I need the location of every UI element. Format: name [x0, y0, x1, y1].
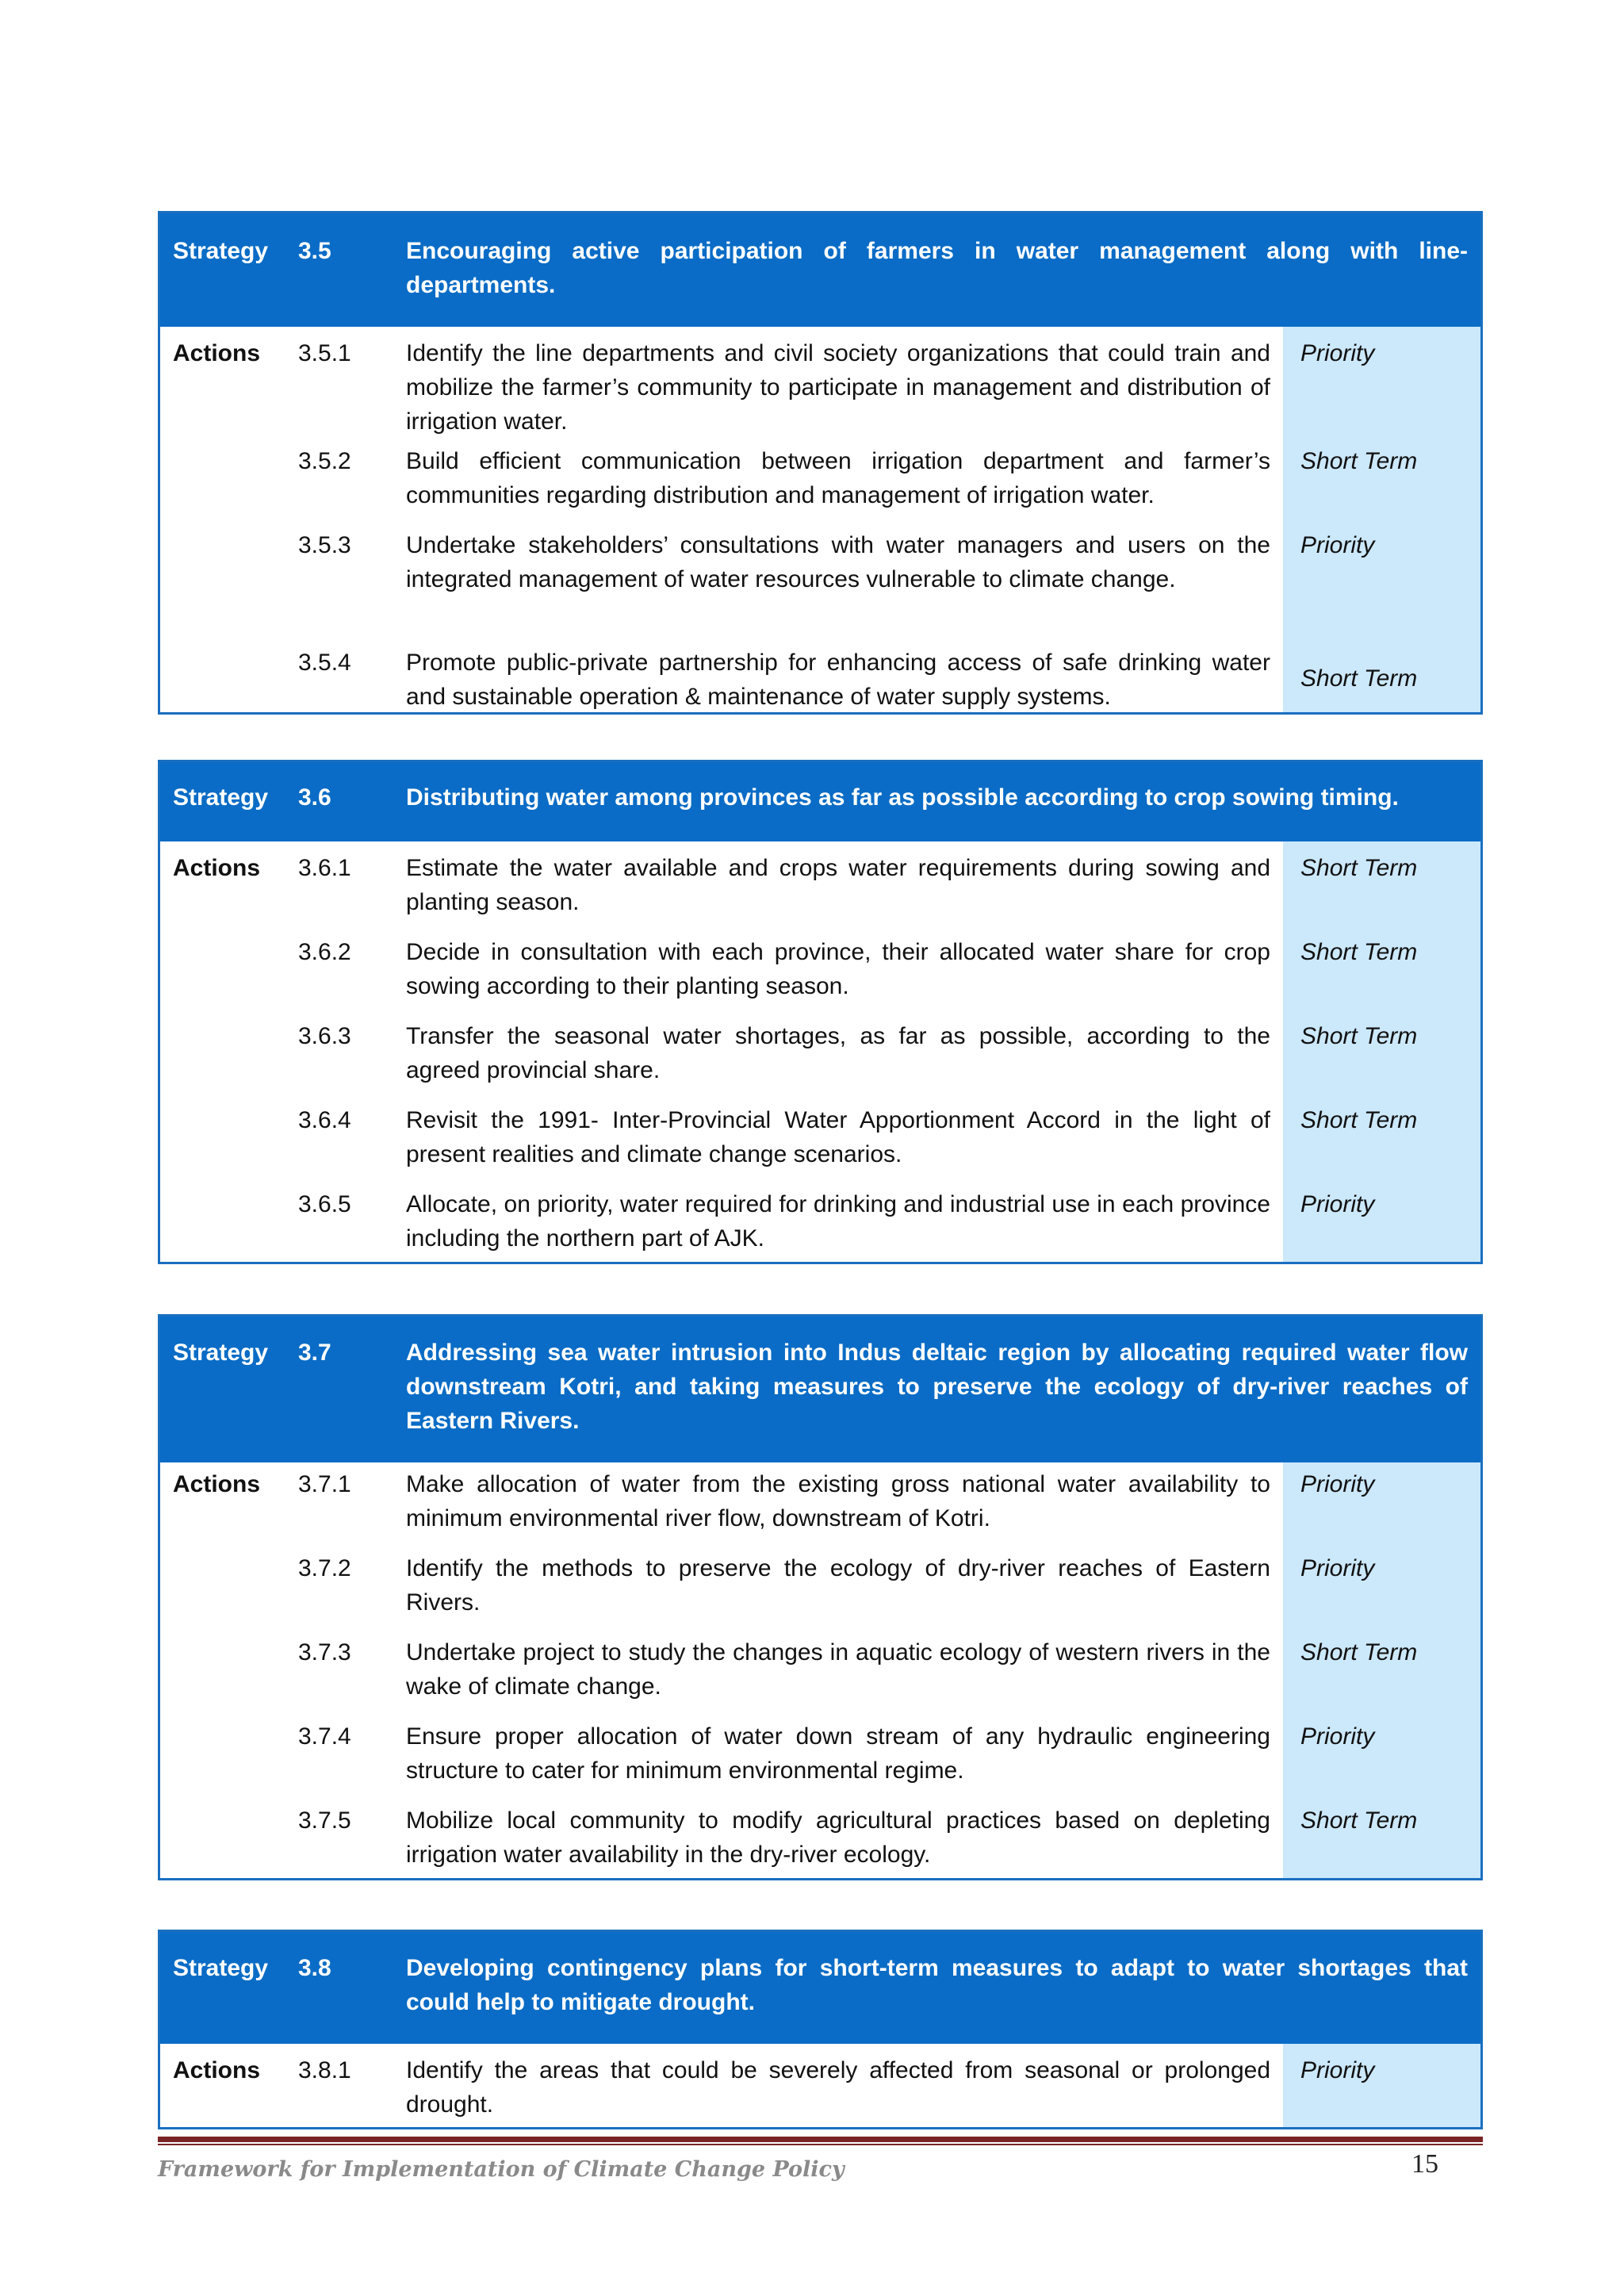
action-text: Identify the line departments and civil society organizations that could train and mobilize the farmer’s community to participate in management and distribution of irrigation water. — [406, 340, 1270, 435]
action-priority: Short Term — [1300, 1107, 1418, 1133]
action-priority: Priority — [1300, 1191, 1375, 1217]
strategy-title: Distributing water among provinces as far as possible according to crop sowing timing. — [406, 784, 1399, 811]
action-text: Identify the methods to preserve the ecology of dry-river reaches of Eastern Rivers. — [406, 1555, 1270, 1616]
action-priority: Priority — [1300, 340, 1375, 366]
action-text: Allocate, on priority, water required for drinking and industrial use in each province including the northern part of AJK. — [406, 1191, 1270, 1251]
strategy-header — [160, 213, 1480, 327]
action-priority: Priority — [1300, 1555, 1375, 1581]
strategy-header — [160, 1932, 1480, 2044]
action-text: Promote public-private partnership for enhancing access of safe drinking water and sustainable operation & maintenance of water supply systems. — [406, 650, 1270, 710]
strategy-number: 3.8 — [298, 1955, 331, 1981]
action-text: Build efficient communication between irrigation department and farmer’s communities regarding distribution and management of irrigation water. — [406, 448, 1270, 508]
action-text: Undertake project to study the changes in aquatic ecology of western rivers in the wake of climate change. — [406, 1639, 1270, 1700]
footer-title: Framework for Implementation of Climate Change Policy — [158, 2157, 845, 2182]
strategy-header — [160, 762, 1480, 841]
actions-body — [160, 2044, 1480, 2127]
strategy-title: Developing contingency plans for short-term measures to adapt to water shortages that could help to mitigate drought. — [406, 1955, 1468, 2015]
strategy-label: Strategy — [173, 784, 269, 811]
strategy-table — [158, 211, 1483, 715]
action-number: 3.7.5 — [298, 1807, 351, 1834]
footer-rule-thin — [158, 2144, 1483, 2145]
action-priority: Short Term — [1300, 1639, 1418, 1665]
action-text: Decide in consultation with each province, their allocated water share for crop sowing according to their planting season. — [406, 939, 1270, 999]
actions-label: Actions — [173, 2057, 261, 2083]
strategy-number: 3.5 — [298, 238, 331, 264]
action-number: 3.6.2 — [298, 939, 351, 965]
strategy-label: Strategy — [173, 1340, 269, 1366]
action-priority: Priority — [1300, 532, 1375, 558]
action-number: 3.5.1 — [298, 340, 351, 366]
action-priority: Priority — [1300, 1471, 1375, 1497]
action-text: Revisit the 1991- Inter-Provincial Water Apportionment Accord in the light of present realities and climate change scenarios. — [406, 1107, 1270, 1167]
strategy-table — [158, 1930, 1483, 2129]
strategy-table — [158, 760, 1483, 1264]
action-text: Estimate the water available and crops water requirements during sowing and planting season. — [406, 855, 1270, 915]
actions-label: Actions — [173, 340, 261, 366]
action-number: 3.6.4 — [298, 1107, 351, 1133]
action-number: 3.7.4 — [298, 1723, 351, 1750]
strategy-number: 3.6 — [298, 784, 331, 811]
strategy-label: Strategy — [173, 1955, 269, 1981]
action-number: 3.6.1 — [298, 855, 351, 881]
priority-column — [1283, 327, 1480, 712]
action-text: Identify the areas that could be severely affected from seasonal or prolonged drought. — [406, 2057, 1270, 2118]
actions-body — [160, 327, 1480, 712]
action-text: Ensure proper allocation of water down stream of any hydraulic engineering structure to cater for minimum environmental regime. — [406, 1723, 1270, 1784]
action-number: 3.5.2 — [298, 448, 351, 474]
strategy-number: 3.7 — [298, 1340, 331, 1366]
strategy-label: Strategy — [173, 238, 269, 264]
action-priority: Short Term — [1300, 1807, 1418, 1834]
action-priority: Short Term — [1300, 1023, 1418, 1049]
action-priority: Short Term — [1300, 448, 1418, 474]
action-priority: Short Term — [1300, 939, 1418, 965]
page-number: 15 — [1411, 2149, 1438, 2179]
action-priority: Short Term — [1300, 855, 1418, 881]
action-number: 3.6.5 — [298, 1191, 351, 1217]
action-number: 3.8.1 — [298, 2057, 351, 2083]
footer-rule — [158, 2137, 1483, 2142]
strategy-header — [160, 1317, 1480, 1462]
actions-body — [160, 841, 1480, 1262]
action-priority: Short Term — [1300, 665, 1418, 692]
strategy-table — [158, 1314, 1483, 1880]
action-text: Mobilize local community to modify agricultural practices based on depleting irrigation water availability in the dry-river ecology. — [406, 1807, 1270, 1868]
action-number: 3.7.2 — [298, 1555, 351, 1581]
action-number: 3.5.4 — [298, 650, 351, 676]
action-text: Undertake stakeholders’ consultations with water managers and users on the integrated management of water resources vulnerable to climate change. — [406, 532, 1270, 592]
actions-label: Actions — [173, 855, 261, 881]
action-number: 3.6.3 — [298, 1023, 351, 1049]
action-priority: Priority — [1300, 2057, 1375, 2083]
action-text: Make allocation of water from the existing gross national water availability to minimum environmental river flow, downstream of Kotri. — [406, 1471, 1270, 1531]
action-text: Transfer the seasonal water shortages, as far as possible, according to the agreed provincial share. — [406, 1023, 1270, 1083]
action-number: 3.7.1 — [298, 1471, 351, 1497]
strategy-title: Addressing sea water intrusion into Indus deltaic region by allocating required water flow downstream Kotri, and taking measures to preserve the ecology of dry-river reaches of Eastern Rivers. — [406, 1340, 1468, 1434]
action-number: 3.5.3 — [298, 532, 351, 558]
action-number: 3.7.3 — [298, 1639, 351, 1665]
strategy-title: Encouraging active participation of farmers in water management along with line-departments. — [406, 238, 1468, 298]
actions-label: Actions — [173, 1471, 261, 1497]
actions-body — [160, 1462, 1480, 1878]
action-priority: Priority — [1300, 1723, 1375, 1750]
